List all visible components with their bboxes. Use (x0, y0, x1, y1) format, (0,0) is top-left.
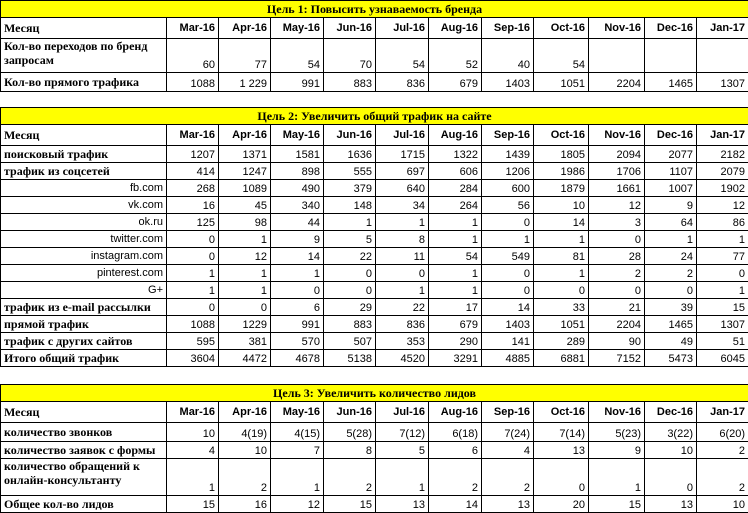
value-cell: 20 (534, 496, 589, 513)
table-row (1, 214, 748, 231)
value-cell: 12 (697, 197, 748, 214)
value-cell: 555 (324, 163, 376, 180)
month-header: Sep-16 (482, 125, 534, 146)
value-cell: 6 (429, 442, 482, 459)
value-cell: 0 (482, 282, 534, 299)
table-row (1, 197, 748, 214)
month-header: Jul-16 (376, 125, 429, 146)
month-header: May-16 (271, 402, 324, 423)
value-cell: 4885 (482, 350, 534, 367)
value-cell (697, 39, 748, 73)
value-cell: 1 (697, 282, 748, 299)
table-row (1, 39, 748, 73)
value-cell: 1403 (482, 316, 534, 333)
value-cell: 10 (219, 442, 271, 459)
value-cell: 24 (645, 248, 697, 265)
value-cell: 22 (324, 248, 376, 265)
value-cell: 1465 (645, 73, 697, 92)
row-label: fb.com (1, 180, 167, 197)
value-cell: 1007 (645, 180, 697, 197)
value-cell: 1 (219, 282, 271, 299)
value-cell: 1229 (219, 316, 271, 333)
value-cell: 1089 (219, 180, 271, 197)
value-cell: 21 (589, 299, 645, 316)
value-cell: 0 (589, 282, 645, 299)
value-cell: 1805 (534, 146, 589, 163)
spacer-row (1, 92, 748, 108)
table-row (1, 248, 748, 265)
value-cell: 98 (219, 214, 271, 231)
value-cell: 1403 (482, 73, 534, 92)
value-cell: 1088 (167, 316, 219, 333)
value-cell: 2 (697, 459, 748, 496)
value-cell: 54 (271, 39, 324, 73)
value-cell: 1 (376, 214, 429, 231)
value-cell: 2 (482, 459, 534, 496)
value-cell: 1661 (589, 180, 645, 197)
value-cell: 284 (429, 180, 482, 197)
value-cell: 679 (429, 73, 482, 92)
value-cell: 49 (645, 333, 697, 350)
value-cell: 77 (697, 248, 748, 265)
value-cell: 379 (324, 180, 376, 197)
month-header: Aug-16 (429, 402, 482, 423)
value-cell: 15 (324, 496, 376, 513)
table-row (1, 350, 748, 367)
value-cell: 10 (167, 423, 219, 442)
value-cell: 13 (376, 496, 429, 513)
value-cell: 340 (271, 197, 324, 214)
value-cell: 1 (167, 459, 219, 496)
value-cell: 1879 (534, 180, 589, 197)
value-cell: 4(15) (271, 423, 324, 442)
value-cell: 64 (645, 214, 697, 231)
value-cell: 289 (534, 333, 589, 350)
row-label: twitter.com (1, 231, 167, 248)
table-row (1, 282, 748, 299)
row-label: ok.ru (1, 214, 167, 231)
month-header: Sep-16 (482, 402, 534, 423)
value-cell: 14 (534, 214, 589, 231)
month-header: Jun-16 (324, 402, 376, 423)
value-cell: 2 (324, 459, 376, 496)
value-cell: 1 (645, 231, 697, 248)
value-cell (589, 39, 645, 73)
value-cell: 1 229 (219, 73, 271, 92)
month-header: Nov-16 (589, 402, 645, 423)
value-cell: 1207 (167, 146, 219, 163)
value-cell: 6 (271, 299, 324, 316)
value-cell: 7(24) (482, 423, 534, 442)
row-label: трафик из соцсетей (1, 163, 167, 180)
value-cell: 12 (589, 197, 645, 214)
value-cell: 14 (429, 496, 482, 513)
row-label: Кол-во переходов по бренд запросам (1, 39, 167, 73)
value-cell: 290 (429, 333, 482, 350)
value-cell: 6045 (697, 350, 748, 367)
table-row (1, 92, 748, 108)
row-label: pinterest.com (1, 265, 167, 282)
value-cell: 7152 (589, 350, 645, 367)
value-cell: 90 (589, 333, 645, 350)
month-header: May-16 (271, 18, 324, 39)
value-cell: 1715 (376, 146, 429, 163)
value-cell: 2079 (697, 163, 748, 180)
month-header: Dec-16 (645, 18, 697, 39)
value-cell: 1465 (645, 316, 697, 333)
month-header: May-16 (271, 125, 324, 146)
value-cell: 595 (167, 333, 219, 350)
value-cell: 54 (429, 248, 482, 265)
value-cell: 4 (482, 442, 534, 459)
value-cell: 15 (589, 496, 645, 513)
value-cell: 4678 (271, 350, 324, 367)
row-label: поисковый трафик (1, 146, 167, 163)
value-cell: 9 (271, 231, 324, 248)
value-cell: 29 (324, 299, 376, 316)
value-cell: 6(18) (429, 423, 482, 442)
value-cell: 1 (534, 231, 589, 248)
month-header: Dec-16 (645, 125, 697, 146)
value-cell: 4520 (376, 350, 429, 367)
month-header: Jul-16 (376, 402, 429, 423)
value-cell: 5138 (324, 350, 376, 367)
value-cell: 1 (534, 265, 589, 282)
value-cell: 56 (482, 197, 534, 214)
value-cell: 16 (219, 496, 271, 513)
value-cell: 6(20) (697, 423, 748, 442)
value-cell: 7 (271, 442, 324, 459)
month-header: Apr-16 (219, 402, 271, 423)
value-cell: 1 (589, 459, 645, 496)
value-cell: 13 (482, 496, 534, 513)
value-cell: 1581 (271, 146, 324, 163)
value-cell: 268 (167, 180, 219, 197)
value-cell: 22 (376, 299, 429, 316)
month-header: Aug-16 (429, 125, 482, 146)
value-cell: 0 (697, 265, 748, 282)
value-cell: 507 (324, 333, 376, 350)
value-cell: 2 (645, 265, 697, 282)
value-cell: 4(19) (219, 423, 271, 442)
value-cell: 549 (482, 248, 534, 265)
value-cell: 570 (271, 333, 324, 350)
row-label: количество заявок с формы (1, 442, 167, 459)
month-header: Nov-16 (589, 18, 645, 39)
value-cell: 0 (482, 265, 534, 282)
month-header: Jan-17 (697, 18, 748, 39)
value-cell: 0 (645, 282, 697, 299)
month-header: Oct-16 (534, 125, 589, 146)
value-cell: 52 (429, 39, 482, 73)
value-cell: 697 (376, 163, 429, 180)
table-row (1, 423, 748, 442)
value-cell: 0 (324, 265, 376, 282)
month-header: Mar-16 (167, 125, 219, 146)
value-cell: 4472 (219, 350, 271, 367)
value-cell: 8 (376, 231, 429, 248)
value-cell: 4 (167, 442, 219, 459)
month-header: Apr-16 (219, 125, 271, 146)
month-header: Mar-16 (167, 18, 219, 39)
value-cell: 1371 (219, 146, 271, 163)
value-cell: 898 (271, 163, 324, 180)
value-cell: 606 (429, 163, 482, 180)
value-cell: 17 (429, 299, 482, 316)
value-cell: 13 (534, 442, 589, 459)
value-cell: 1986 (534, 163, 589, 180)
month-header: Dec-16 (645, 402, 697, 423)
value-cell: 1 (429, 231, 482, 248)
value-cell: 5473 (645, 350, 697, 367)
row-label: Кол-во прямого трафика (1, 73, 167, 92)
value-cell: 883 (324, 73, 376, 92)
table-row (1, 333, 748, 350)
value-cell: 16 (167, 197, 219, 214)
month-header: Nov-16 (589, 125, 645, 146)
value-cell: 3604 (167, 350, 219, 367)
value-cell: 1 (271, 265, 324, 282)
month-header: Mar-16 (167, 402, 219, 423)
value-cell: 1 (697, 231, 748, 248)
value-cell: 33 (534, 299, 589, 316)
table-row (1, 459, 748, 496)
row-label: трафик из e-mail рассылки (1, 299, 167, 316)
value-cell: 264 (429, 197, 482, 214)
value-cell: 12 (219, 248, 271, 265)
value-cell: 70 (324, 39, 376, 73)
value-cell: 991 (271, 73, 324, 92)
table-row (1, 180, 748, 197)
table-row (1, 442, 748, 459)
row-label: Общее кол-во лидов (1, 496, 167, 513)
value-cell: 1439 (482, 146, 534, 163)
value-cell: 836 (376, 316, 429, 333)
value-cell: 11 (376, 248, 429, 265)
goal3-title: Цель 3: Увеличить количество лидов (1, 385, 748, 402)
value-cell: 1051 (534, 316, 589, 333)
value-cell: 1 (376, 282, 429, 299)
value-cell: 5 (324, 231, 376, 248)
table-row (1, 1, 748, 18)
value-cell: 414 (167, 163, 219, 180)
value-cell: 381 (219, 333, 271, 350)
value-cell: 77 (219, 39, 271, 73)
value-cell: 10 (534, 197, 589, 214)
value-cell: 991 (271, 316, 324, 333)
value-cell: 5(23) (589, 423, 645, 442)
value-cell: 1902 (697, 180, 748, 197)
value-cell: 81 (534, 248, 589, 265)
value-cell: 1107 (645, 163, 697, 180)
value-cell: 40 (482, 39, 534, 73)
value-cell: 1051 (534, 73, 589, 92)
value-cell: 0 (324, 282, 376, 299)
table-row (1, 163, 748, 180)
value-cell: 28 (589, 248, 645, 265)
month-header: Apr-16 (219, 18, 271, 39)
goal2-title: Цель 2: Увеличить общий трафик на сайте (1, 108, 748, 125)
value-cell: 640 (376, 180, 429, 197)
value-cell: 0 (376, 265, 429, 282)
row-label: количество обращений к онлайн-консультанту (1, 459, 167, 496)
month-header-label: Месяц (1, 125, 167, 146)
table-row (1, 18, 748, 39)
value-cell: 34 (376, 197, 429, 214)
value-cell: 7(14) (534, 423, 589, 442)
value-cell: 0 (645, 459, 697, 496)
month-header-label: Месяц (1, 402, 167, 423)
value-cell: 2 (589, 265, 645, 282)
value-cell: 13 (645, 496, 697, 513)
value-cell: 125 (167, 214, 219, 231)
value-cell: 1706 (589, 163, 645, 180)
value-cell: 3 (589, 214, 645, 231)
value-cell: 44 (271, 214, 324, 231)
table-row (1, 108, 748, 125)
value-cell: 1 (376, 459, 429, 496)
value-cell: 2204 (589, 316, 645, 333)
value-cell: 0 (534, 459, 589, 496)
table-row (1, 385, 748, 402)
month-header: Jun-16 (324, 18, 376, 39)
row-label: трафик с других сайтов (1, 333, 167, 350)
value-cell: 1 (482, 231, 534, 248)
row-label: прямой трафик (1, 316, 167, 333)
value-cell: 1 (219, 265, 271, 282)
value-cell: 600 (482, 180, 534, 197)
value-cell: 14 (271, 248, 324, 265)
value-cell: 15 (167, 496, 219, 513)
month-header: Jul-16 (376, 18, 429, 39)
row-label: instagram.com (1, 248, 167, 265)
table-row (1, 125, 748, 146)
month-header: Jan-17 (697, 125, 748, 146)
row-label: количество звонков (1, 423, 167, 442)
value-cell: 86 (697, 214, 748, 231)
month-header: Jun-16 (324, 125, 376, 146)
month-header: Oct-16 (534, 402, 589, 423)
value-cell: 2182 (697, 146, 748, 163)
table-row (1, 402, 748, 423)
row-label: vk.com (1, 197, 167, 214)
value-cell: 1636 (324, 146, 376, 163)
row-label: G+ (1, 282, 167, 299)
table-row (1, 367, 748, 385)
value-cell: 3291 (429, 350, 482, 367)
value-cell: 0 (219, 299, 271, 316)
value-cell: 60 (167, 39, 219, 73)
value-cell: 7(12) (376, 423, 429, 442)
row-label: Итого общий трафик (1, 350, 167, 367)
table-row (1, 231, 748, 248)
value-cell: 2204 (589, 73, 645, 92)
value-cell: 0 (167, 299, 219, 316)
value-cell: 14 (482, 299, 534, 316)
value-cell: 2 (697, 442, 748, 459)
value-cell: 1 (324, 214, 376, 231)
value-cell: 54 (376, 39, 429, 73)
value-cell: 1322 (429, 146, 482, 163)
value-cell: 9 (645, 197, 697, 214)
value-cell: 2094 (589, 146, 645, 163)
month-header: Jan-17 (697, 402, 748, 423)
value-cell: 148 (324, 197, 376, 214)
value-cell: 490 (271, 180, 324, 197)
value-cell: 2077 (645, 146, 697, 163)
value-cell: 2 (219, 459, 271, 496)
spacer-row (1, 367, 748, 385)
month-header: Oct-16 (534, 18, 589, 39)
table-row (1, 146, 748, 163)
value-cell: 1 (429, 214, 482, 231)
value-cell: 1247 (219, 163, 271, 180)
value-cell: 15 (697, 299, 748, 316)
value-cell: 1 (167, 265, 219, 282)
value-cell: 5(28) (324, 423, 376, 442)
month-header-label: Месяц (1, 18, 167, 39)
value-cell: 3(22) (645, 423, 697, 442)
value-cell: 0 (271, 282, 324, 299)
value-cell: 1206 (482, 163, 534, 180)
month-header: Aug-16 (429, 18, 482, 39)
table-row (1, 265, 748, 282)
value-cell: 12 (271, 496, 324, 513)
value-cell: 51 (697, 333, 748, 350)
value-cell: 141 (482, 333, 534, 350)
value-cell: 9 (589, 442, 645, 459)
value-cell: 45 (219, 197, 271, 214)
value-cell: 10 (697, 496, 748, 513)
value-cell: 1307 (697, 316, 748, 333)
value-cell: 0 (167, 231, 219, 248)
value-cell: 1 (429, 282, 482, 299)
value-cell: 54 (534, 39, 589, 73)
table-row (1, 316, 748, 333)
value-cell: 0 (167, 248, 219, 265)
value-cell: 1088 (167, 73, 219, 92)
value-cell: 883 (324, 316, 376, 333)
value-cell: 1307 (697, 73, 748, 92)
value-cell: 39 (645, 299, 697, 316)
value-cell (645, 39, 697, 73)
value-cell: 10 (645, 442, 697, 459)
value-cell: 1 (219, 231, 271, 248)
value-cell: 679 (429, 316, 482, 333)
value-cell: 1 (167, 282, 219, 299)
value-cell: 1 (271, 459, 324, 496)
goal1-title: Цель 1: Повысить узнаваемость бренда (1, 1, 748, 18)
value-cell: 836 (376, 73, 429, 92)
month-header: Sep-16 (482, 18, 534, 39)
value-cell: 1 (429, 265, 482, 282)
value-cell: 0 (482, 214, 534, 231)
value-cell: 0 (534, 282, 589, 299)
table-row (1, 73, 748, 92)
table-row (1, 299, 748, 316)
value-cell: 6881 (534, 350, 589, 367)
value-cell: 353 (376, 333, 429, 350)
value-cell: 5 (376, 442, 429, 459)
value-cell: 2 (429, 459, 482, 496)
value-cell: 0 (589, 231, 645, 248)
table-row (1, 496, 748, 513)
value-cell: 8 (324, 442, 376, 459)
